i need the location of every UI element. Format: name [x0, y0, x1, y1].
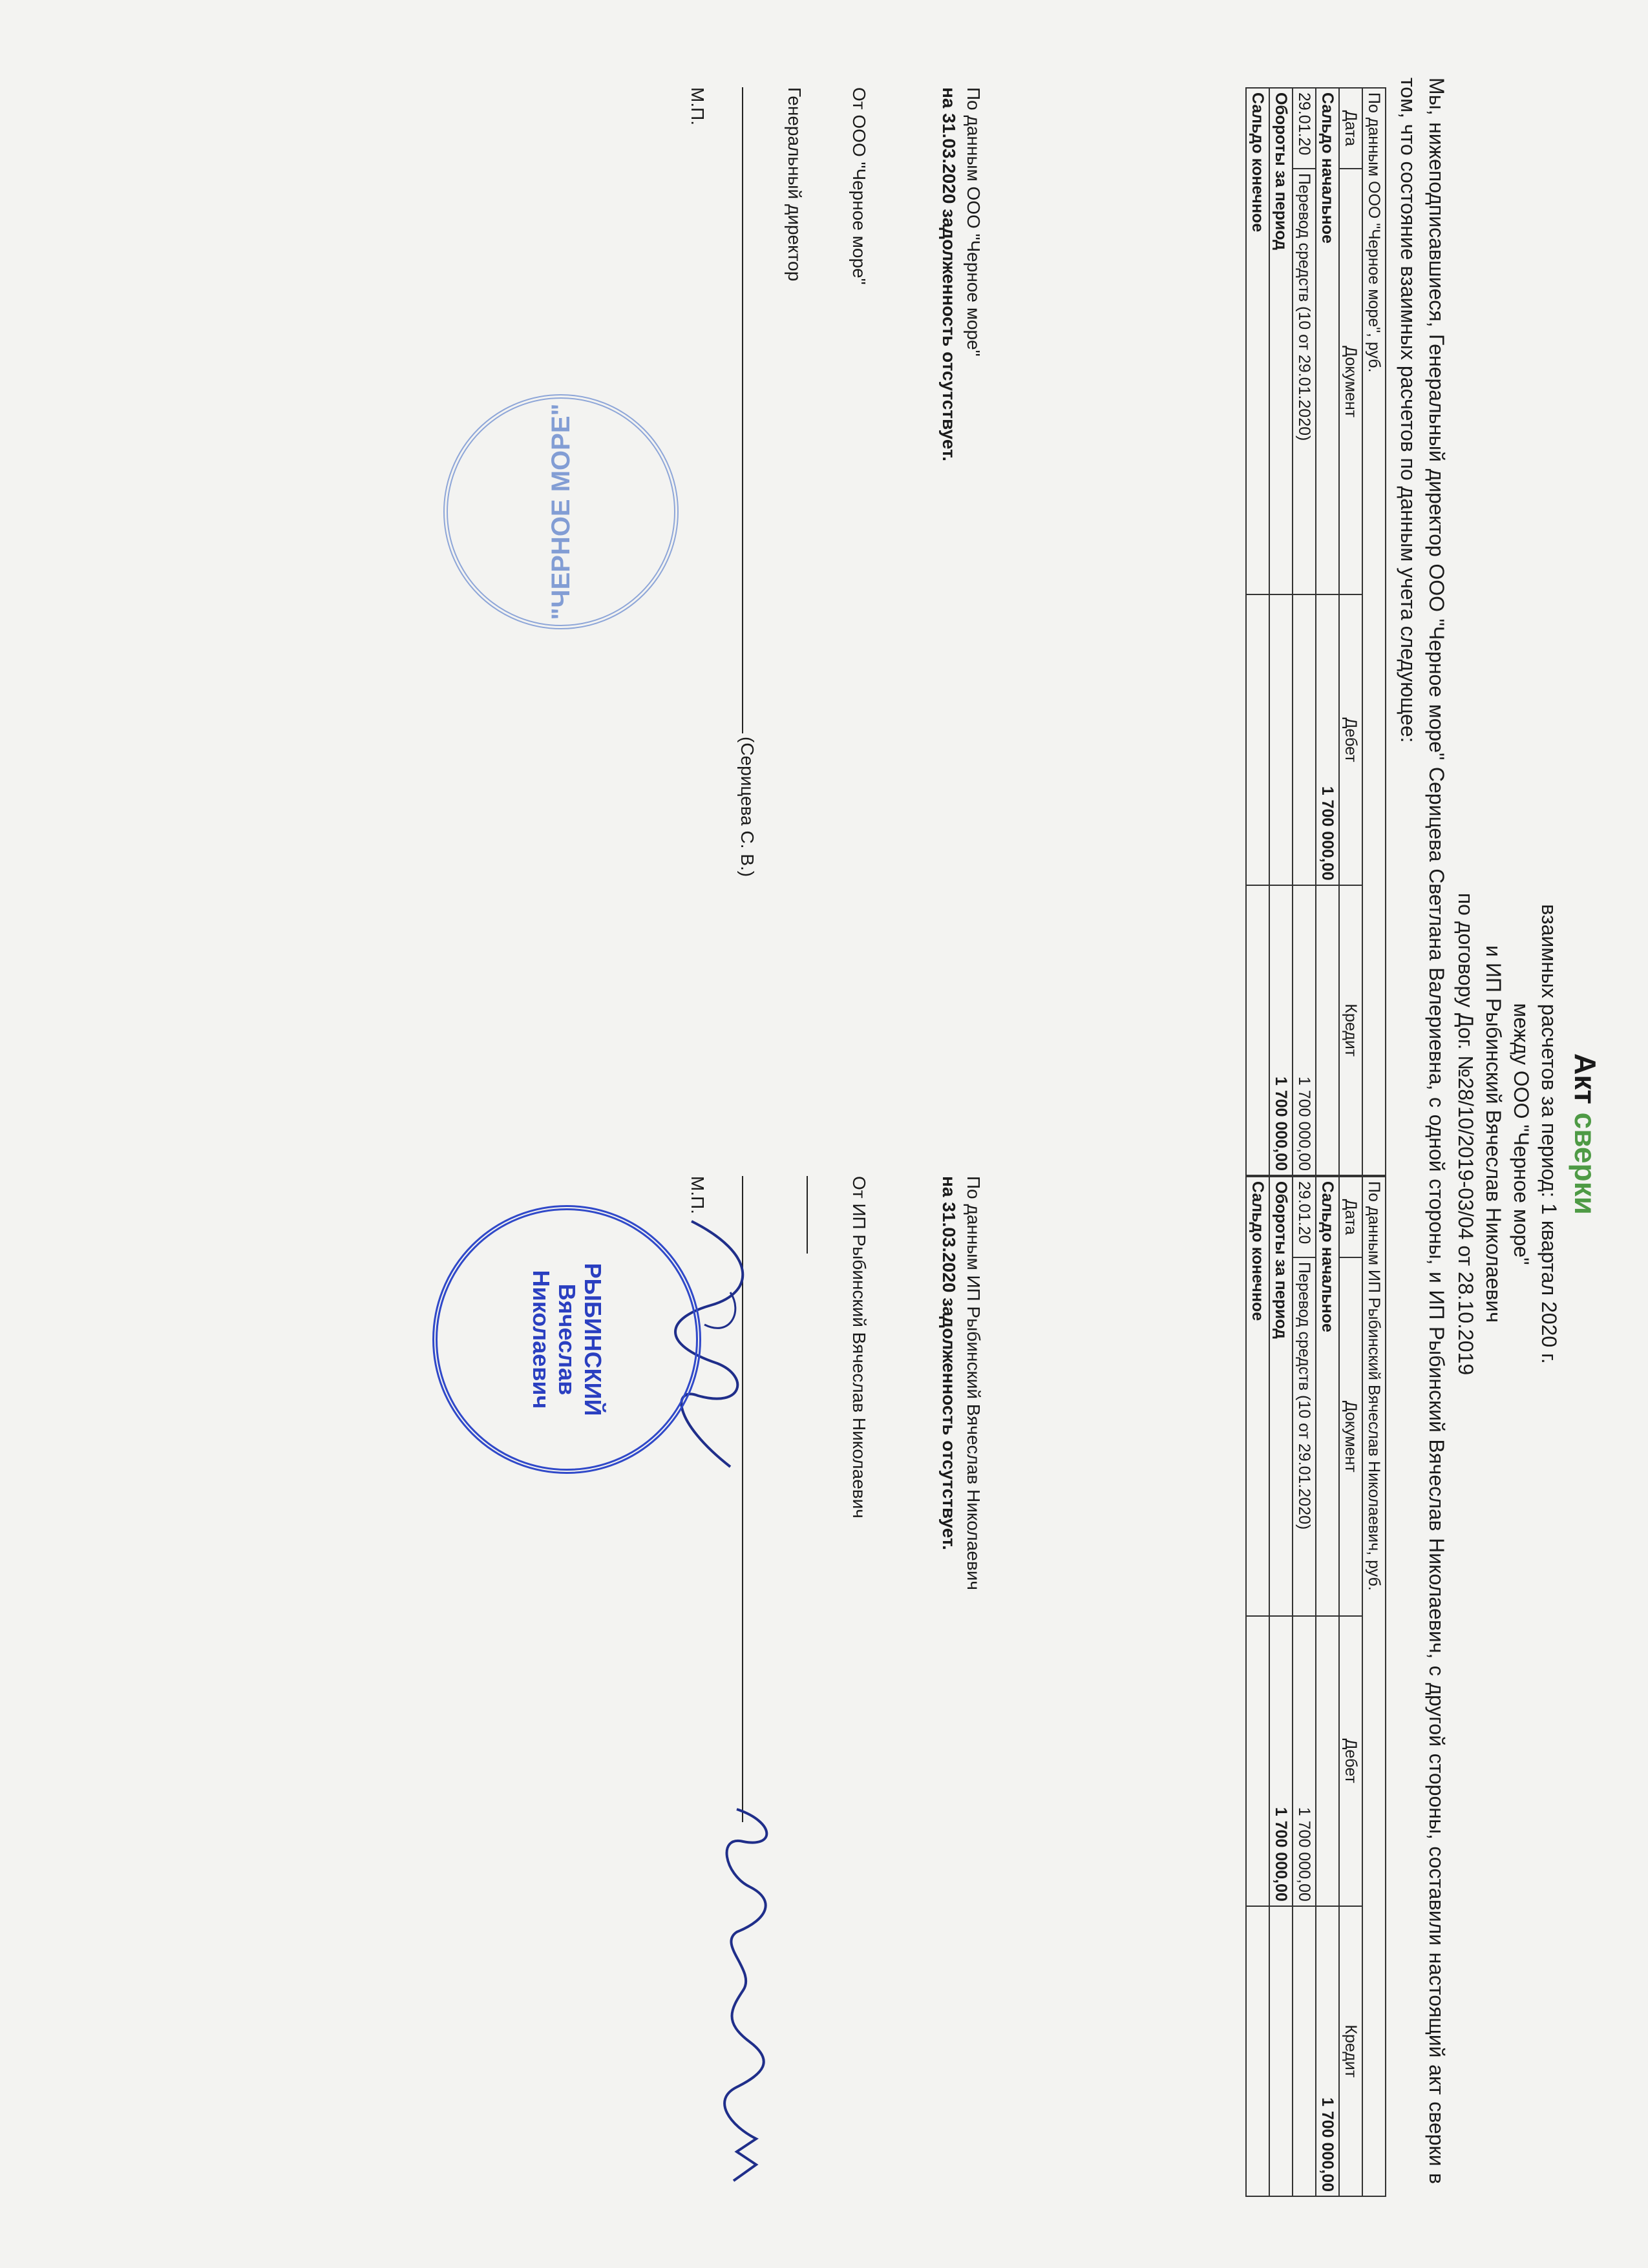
left-header-date: Дата	[1339, 88, 1362, 169]
left-opening-label: Сальдо начальное	[1316, 88, 1339, 594]
header-contract: по договору Дог. №28/10/2019-03/04 от 28.10.2019	[1454, 892, 1477, 1376]
intro-paragraph: Мы, нижеподписавшиеся, Генеральный директор ООО "Черное море" Серицева Светлана Валериевна, с одной стороны, и ИП Рыбинский Вячеслав Николаевич, с другой стороны, составили настоящий акт сверки в том, что состояние взаимных расчетов по данным учета следующее:	[1397, 78, 1448, 2184]
header-party-2: и ИП Рыбинский Вячеслав Николаевич	[1482, 945, 1505, 1323]
company-stamp: "ЧЕРНОЕ МОРЕ"	[443, 394, 679, 629]
right-header-date: Дата	[1339, 1177, 1362, 1257]
left-turnover-label: Обороты за период	[1269, 88, 1293, 594]
left-sign-mp: М.П.	[688, 87, 708, 126]
handwritten-signature-icon	[711, 1803, 782, 2190]
right-table-caption: По данным ИП Рыбинский Вячеслав Николаевич, руб.	[1362, 1177, 1386, 2196]
left-header-debit: Дебет	[1339, 594, 1362, 885]
left-reconciliation-table	[1245, 87, 1386, 1176]
right-row-doc: Перевод средств (10 от 29.01.2020)	[1293, 1257, 1316, 1616]
right-row-date: 29.01.20	[1293, 1177, 1316, 1257]
right-header-doc: Документ	[1339, 1257, 1362, 1616]
left-sign-from: От ООО "Черное море"	[849, 87, 869, 285]
left-row-date: 29.01.20	[1293, 88, 1316, 169]
left-header-doc: Документ	[1339, 169, 1362, 594]
right-closing-label: Сальдо конечное	[1246, 1177, 1269, 1616]
right-debt-note: По данным ИП Рыбинский Вячеслав Николаевич на 31.03.2020 задолженность отсутствует.	[939, 1176, 984, 1590]
table-row	[1269, 88, 1293, 1175]
right-reconciliation-table	[1245, 1176, 1386, 2197]
right-position-line	[807, 1176, 808, 1254]
right-header-debit: Дебет	[1339, 1616, 1362, 1906]
right-opening-credit: 1 700 000,00	[1316, 1906, 1339, 2196]
left-table-caption: По данным ООО "Черное море", руб.	[1362, 88, 1386, 1175]
table-row	[1293, 88, 1316, 1175]
table-row	[1246, 88, 1269, 1175]
right-row-debit: 1 700 000,00	[1293, 1616, 1316, 1906]
left-opening-debit: 1 700 000,00	[1316, 594, 1339, 885]
right-sign-mp: М.П.	[688, 1176, 708, 1215]
left-sign-name: (Серицева С. В.)	[737, 737, 757, 877]
left-debt-note: По данным ООО "Черное море" на 31.03.2020 задолженность отсутствует.	[939, 87, 984, 461]
left-sign-position: Генеральный директор	[785, 87, 805, 282]
table-row	[1316, 1177, 1339, 2196]
left-row-credit: 1 700 000,00	[1293, 885, 1316, 1175]
left-turnover-credit: 1 700 000,00	[1269, 885, 1293, 1175]
right-turnover-label: Обороты за период	[1269, 1177, 1293, 1616]
table-row	[1246, 1177, 1269, 2196]
header-period: взаимных расчетов за период: 1 квартал 2020 г.	[1537, 904, 1561, 1364]
left-closing-label: Сальдо конечное	[1246, 88, 1269, 594]
right-sign-from: От ИП Рыбинский Вячеслав Николаевич	[849, 1176, 869, 1518]
right-header-credit: Кредит	[1339, 1906, 1362, 2196]
right-turnover-debit: 1 700 000,00	[1269, 1616, 1293, 1906]
entrepreneur-stamp: РЫБИНСКИЙ Вячеслав Николаевич	[432, 1205, 701, 1474]
table-row	[1269, 1177, 1293, 2196]
right-opening-label: Сальдо начальное	[1316, 1177, 1339, 1616]
left-header-credit: Кредит	[1339, 885, 1362, 1175]
document-title: Акт сверки	[1569, 1053, 1602, 1215]
left-row-doc: Перевод средств (10 от 29.01.2020)	[1293, 169, 1316, 594]
table-row	[1293, 1177, 1316, 2196]
header-party-1: между ООО "Черное море"	[1510, 1003, 1533, 1265]
table-row	[1316, 88, 1339, 1175]
left-signature-line	[742, 87, 743, 733]
